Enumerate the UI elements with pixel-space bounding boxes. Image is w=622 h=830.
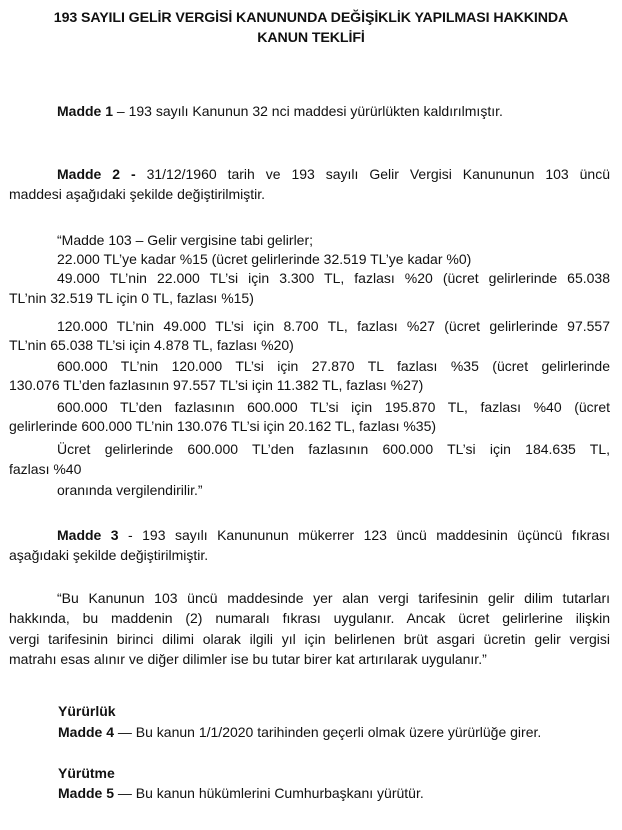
madde-4 — [58, 723, 541, 742]
madde-4-text: — Bu kanun 1/1/2020 tarihinden geçerli olmak üzere yürürlüğe girer. — [114, 724, 542, 740]
quote-line: hakkında, bu maddenin (2) numaralı fıkrası uygulanır. Ancak ücret gelirlerine ilişkin — [9, 610, 610, 626]
madde-1-label: Madde 1 — [57, 103, 114, 119]
madde-4-label: Madde 4 — [58, 724, 115, 740]
quote-line: 49.000 TL’nin 22.000 TL’si için 3.300 TL, fazlası %20 (ücret gelirlerinde 65.038 — [57, 270, 610, 286]
quote-line: 22.000 TL’ye kadar %15 (ücret gelirlerinde 32.519 TL’ye kadar %0) — [57, 251, 472, 267]
quote-line: 120.000 TL’nin 49.000 TL’si için 8.700 TL, fazlası %27 (ücret gelirlerinde 97.557 — [57, 318, 610, 334]
quote-line: oranında vergilendirilir.” — [57, 482, 203, 498]
quote-line: 130.076 TL’den fazlasının 97.557 TL’si için 11.382 TL, fazlası %27) — [9, 377, 424, 393]
madde-3-line-1 — [57, 526, 610, 545]
madde-3-label: Madde 3 — [57, 527, 119, 543]
quote-line: matrahı esas alınır ve diğer dilimler ise bu tutar birer kat artırılarak uygulanır.” — [9, 651, 487, 667]
madde-2-line-2: maddesi aşağıdaki şekilde değiştirilmiştir. — [9, 186, 265, 202]
madde-5-label: Madde 5 — [58, 785, 115, 801]
title-line-2: KANUN TEKLİFİ — [257, 30, 365, 46]
quote-line: “Madde 103 – Gelir vergisine tabi gelirler; — [57, 232, 314, 248]
madde-1 — [57, 102, 503, 121]
yururluk-heading: Yürürlük — [58, 703, 116, 719]
document-title — [8, 8, 614, 48]
quote-line: “Bu Kanunun 103 üncü maddesinde yer alan vergi tarifesinin gelir dilim tutarları — [57, 590, 610, 606]
quote-line: TL’nin 32.519 TL için 0 TL, fazlası %15) — [9, 290, 254, 306]
madde-3-line-2: aşağıdaki şekilde değiştirilmiştir. — [9, 547, 209, 563]
madde-2-text: 31/12/1960 tarih ve 193 sayılı Gelir Vergisi Kanununun 103 üncü — [135, 166, 610, 182]
madde-5 — [58, 784, 424, 803]
madde-2-label: Madde 2 - — [57, 166, 136, 182]
quote-line: vergi tarifesinin birinci dilimi olarak ilgili yıl için belirlenen brüt asgari ücretin gelir vergisi — [9, 631, 610, 647]
madde-2-line-1 — [57, 165, 610, 184]
quote-line: gelirlerinde 600.000 TL’nin 130.076 TL’si için 20.162 TL, fazlası %35) — [9, 418, 437, 434]
quote-line: Ücret gelirlerinde 600.000 TL’den fazlasının 600.000 TL’si için 184.635 TL, — [57, 441, 610, 457]
title-line-1: 193 SAYILI GELİR VERGİSİ KANUNUNDA DEĞİŞİKLİK YAPILMASI HAKKINDA — [53, 10, 569, 26]
madde-3-text: - 193 sayılı Kanununun mükerrer 123 üncü maddesinin üçüncü fıkrası — [118, 527, 610, 543]
quote-line: TL’nin 65.038 TL’si için 4.878 TL, fazlası %20) — [9, 337, 294, 353]
quote-line: fazlası %40 — [9, 461, 82, 477]
madde-1-text: – 193 sayılı Kanunun 32 nci maddesi yürürlükten kaldırılmıştır. — [113, 103, 503, 119]
quote-line: 600.000 TL’nin 120.000 TL’si için 27.870 TL fazlası %35 (ücret gelirlerinde — [57, 358, 610, 374]
quote-line: 600.000 TL’den fazlasının 600.000 TL’si için 195.870 TL, fazlası %40 (ücret — [57, 399, 610, 415]
madde-5-text: — Bu kanun hükümlerini Cumhurbaşkanı yürütür. — [114, 785, 424, 801]
yurutme-heading: Yürütme — [58, 765, 115, 781]
